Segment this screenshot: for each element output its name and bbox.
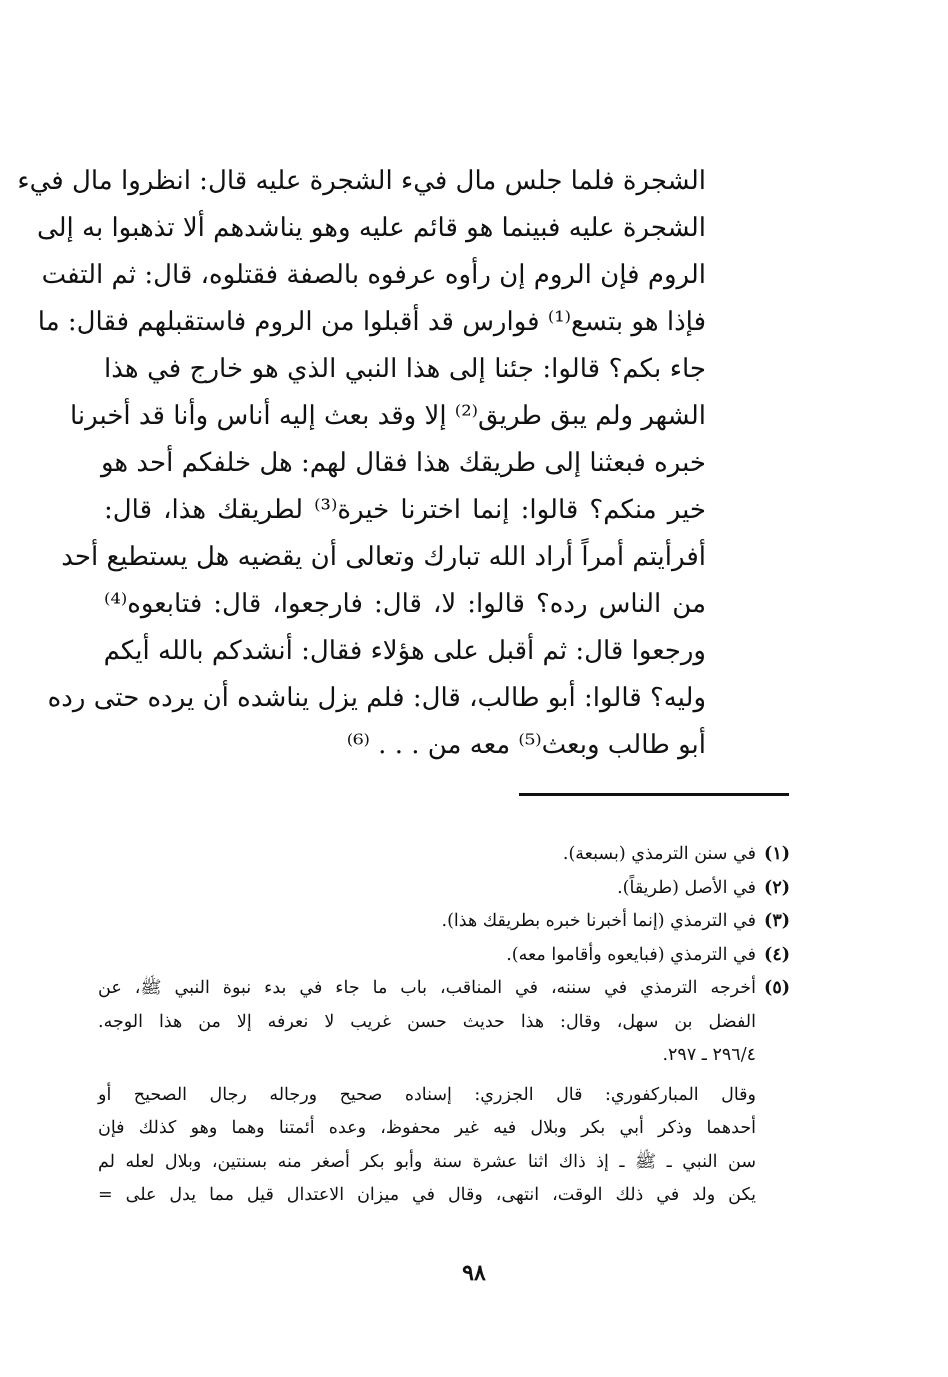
footnote-text: الفضل بن سهل، وقال: هذا حديث حسن غريب لا نعرفه إلا من هذا الوجه. bbox=[98, 1011, 756, 1032]
footnote-text: ٢٩٦/٤ ـ ٢٩٧. bbox=[662, 1045, 756, 1065]
footnote-continuation bbox=[98, 1079, 790, 1213]
footnote-4 bbox=[98, 939, 790, 973]
footnote-number: (١) bbox=[764, 844, 790, 864]
footnote-text: في الأصل (طريقاً). bbox=[617, 877, 756, 898]
footnote-2 bbox=[98, 872, 790, 906]
text-line: من الناس رده؟ قالوا: لا، قال: فارجعوا، قال: فتابعوه⁽⁴⁾ bbox=[104, 589, 706, 619]
footnote-text: وقال المباركفوري: قال الجزري: إسناده صحيح ورجاله رجال الصحيح أو bbox=[98, 1084, 756, 1105]
footnote-text: أحدهما وذكر أبي بكر وبلال فيه غير محفوظ، وعده أئمتنا وهما وهو كذلك فإن bbox=[98, 1118, 756, 1138]
text-line: الشجرة فلما جلس مال فيء الشجرة عليه قال: انظروا مال فيء bbox=[17, 166, 706, 196]
footnote-number: (٤) bbox=[764, 944, 790, 965]
text-line: خبره فبعثنا إلى طريقك هذا فقال لهم: هل خلفكم أحد هو bbox=[100, 448, 706, 478]
text-line: الشهر ولم يبق طريق⁽²⁾ إلا وقد بعث إليه أناس وأنا قد أخبرنا bbox=[69, 401, 706, 431]
text-line: أفرأيتم أمراً أراد الله تبارك وتعالى أن يقضيه هل يستطيع أحد bbox=[61, 542, 706, 572]
text-line: أبو طالب وبعث⁽⁵⁾ معه من . . . ⁽⁶⁾ bbox=[346, 730, 706, 760]
footnote-3 bbox=[98, 905, 790, 939]
text-line: الروم فإن الروم إن رأوه عرفوه بالصفة فقتلوه، قال: ثم التفت bbox=[41, 260, 706, 290]
footnote-text: أخرجه الترمذي في سننه، في المناقب، باب ما جاء في بدء نبوة النبي ﷺ، عن bbox=[98, 978, 756, 998]
main-text bbox=[17, 158, 706, 769]
footnote-1 bbox=[98, 838, 790, 872]
footnote-number: (٥) bbox=[764, 978, 790, 998]
footnote-text: في سنن الترمذي (بسبعة). bbox=[562, 844, 756, 864]
footnote-text: سن النبي ـ ﷺ ـ إذ ذاك اثنا عشرة سنة وأبو بكر أصغر منه بسنتين، وبلال لعله لم bbox=[98, 1151, 756, 1172]
page-number: ٩٨ bbox=[462, 1260, 486, 1286]
footnote-text: في الترمذي (فبايعوه وأقاموا معه). bbox=[506, 944, 756, 965]
footnote-number: (٢) bbox=[764, 877, 790, 898]
footnote-number: (٣) bbox=[764, 911, 790, 931]
footnote-separator bbox=[519, 793, 789, 796]
text-line: وليه؟ قالوا: أبو طالب، قال: فلم يزل يناشده أن يرده حتى رده bbox=[47, 683, 706, 713]
text-line: الشجرة عليه فبينما هو قائم عليه وهو يناشدهم ألا تذهبوا به إلى bbox=[36, 213, 706, 243]
footnote-text: يكن ولد في ذلك الوقت، انتهى، وقال في ميزان الاعتدال قيل مما يدل على = bbox=[98, 1185, 756, 1205]
text-line: فإذا هو بتسع⁽¹⁾ فوارس قد أقبلوا من الروم فاستقبلهم فقال: ما bbox=[37, 307, 706, 337]
text-line: خير منكم؟ قالوا: إنما اخترنا خيرة⁽³⁾ لطريقك هذا، قال: bbox=[104, 495, 706, 525]
footnotes bbox=[98, 838, 790, 1213]
footnote-5 bbox=[98, 972, 790, 1073]
text-line: ورجعوا قال: ثم أقبل على هؤلاء فقال: أنشدكم بالله أيكم bbox=[103, 636, 706, 666]
text-line: جاء بكم؟ قالوا: جئنا إلى هذا النبي الذي هو خارج في هذا bbox=[104, 354, 706, 384]
footnote-text: في الترمذي (إنما أخبرنا خبره بطريقك هذا). bbox=[441, 911, 756, 931]
